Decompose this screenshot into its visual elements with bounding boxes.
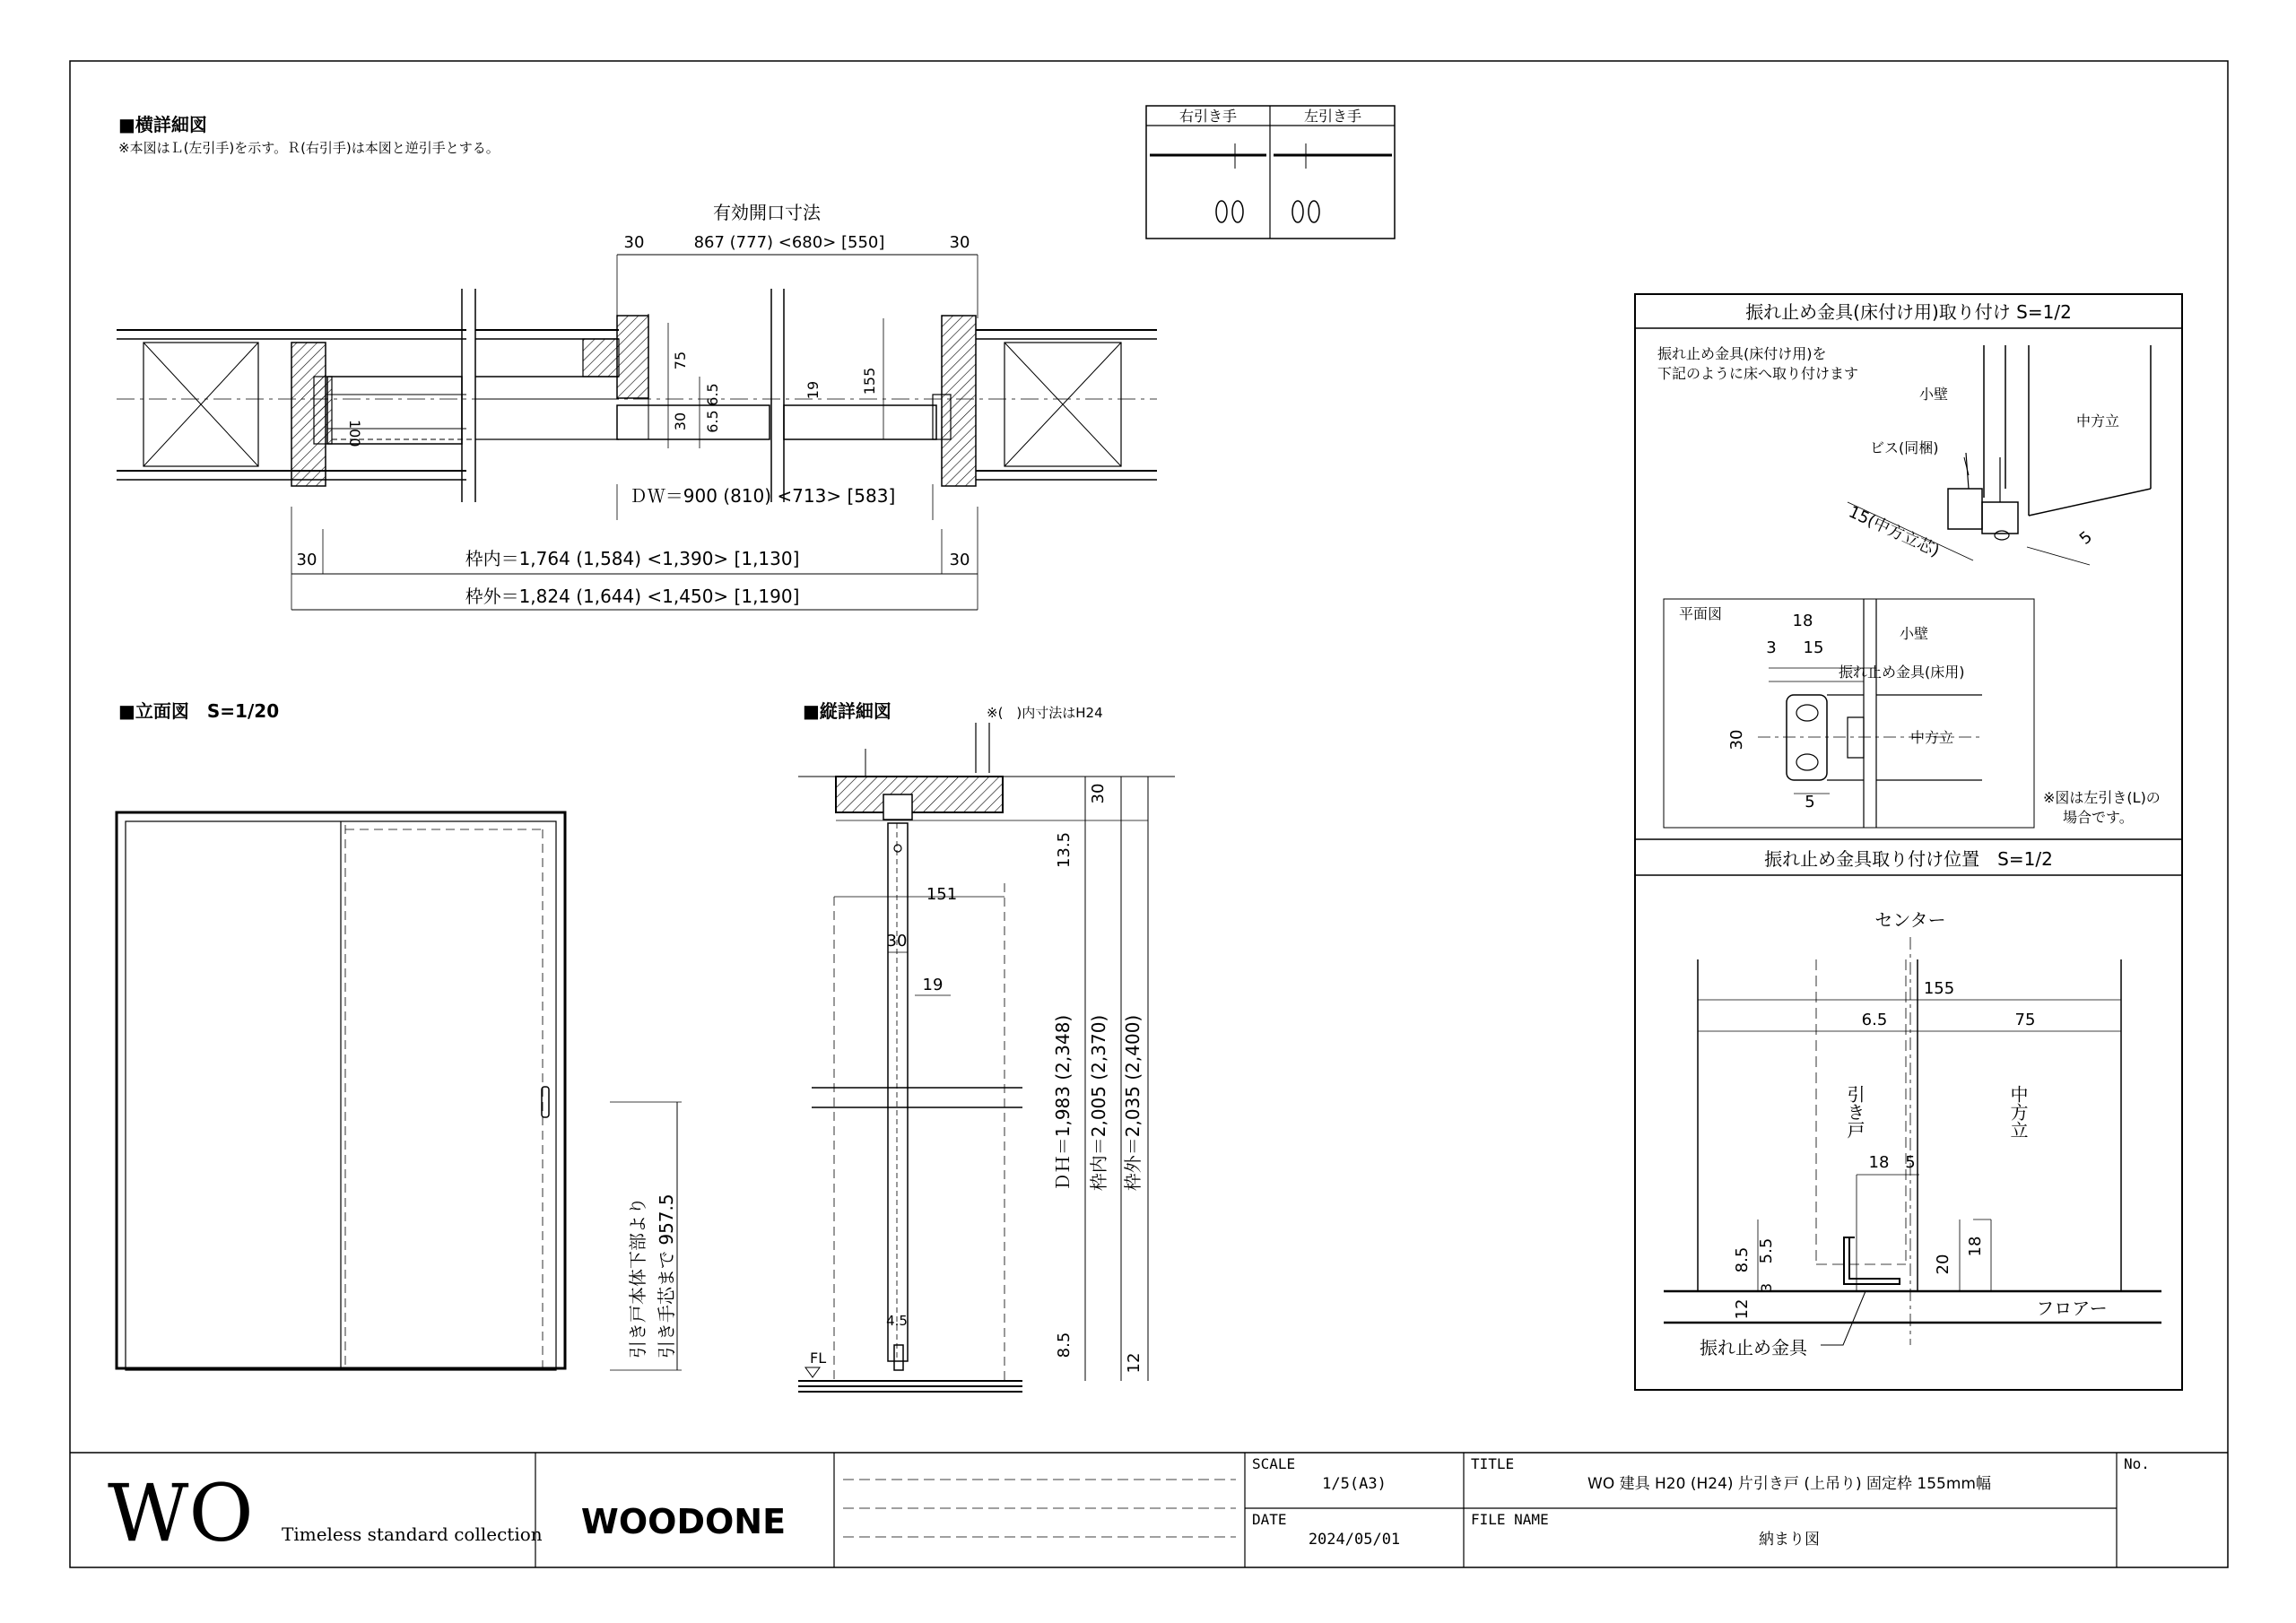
section-dim-151: 151: [926, 885, 958, 904]
plan-inset-5: 5: [1805, 793, 1815, 812]
screw-icon: [894, 845, 901, 852]
plan-inset-nakahodate: 中方立: [1910, 729, 1954, 746]
position-dim-18b: 18: [1966, 1236, 1985, 1257]
install-screw: ビス(同梱): [1870, 439, 1939, 456]
elevation-view: [117, 700, 682, 1370]
position-title: 振れ止め金具取り付け位置 S=1/2: [1764, 848, 2053, 870]
position-nakahodate: 中方立: [2007, 1085, 2029, 1139]
plan-dim-100: 100: [346, 420, 363, 447]
position-door-label: 引き戸: [1844, 1085, 1866, 1139]
section-dim-13-5: 13.5: [1055, 831, 1074, 869]
position-dim-155: 155: [1923, 979, 1955, 998]
plan-note: ※本図はＬ(左引手)を示す。Ｒ(右引手)は本図と逆引手とする。: [118, 140, 500, 156]
plan-detail: [117, 114, 1157, 610]
plan-dim-left-30: 30: [623, 233, 645, 252]
section-outer-label: 枠外＝2,035 (2,400): [1122, 1014, 1144, 1192]
date-value: 2024/05/01: [1308, 1531, 1401, 1549]
dw-label: ＤＷ＝900 (810) <713> [583]: [629, 485, 896, 507]
outer-width-label: 枠外＝1,824 (1,644) <1,450> [1,190]: [465, 586, 800, 607]
install-note-2: 下記のように床へ取り付けます: [1657, 365, 1859, 382]
position-dim-6-5: 6.5: [1861, 1011, 1888, 1029]
fitting-profile-icon: [1844, 1237, 1900, 1284]
file-value: 納まり図: [1759, 1531, 1820, 1549]
section-dim-19: 19: [922, 976, 944, 994]
dh-label: ＤＨ＝1,983 (2,348): [1052, 1014, 1074, 1192]
plan-inset-30: 30: [1727, 729, 1746, 751]
footprint-icon: [1216, 201, 1227, 222]
plan-dim-6-5b: 6.5: [704, 410, 721, 433]
opening-dims: 867 (777) <680> [550]: [693, 233, 885, 252]
title-value: WO 建具 H20 (H24) 片引き戸 (上吊り) 固定枠 155mm幅: [1587, 1475, 1991, 1493]
scale-value: 1/5(A3): [1322, 1475, 1387, 1493]
position-dim-12: 12: [1733, 1298, 1752, 1320]
floor-label: フロアー: [2036, 1298, 2108, 1319]
section-dim-30b: 30: [886, 932, 908, 950]
position-dim-3: 3: [1758, 1282, 1775, 1293]
plan-inset-title: 平面図: [1679, 605, 1723, 622]
handle-direction-table: [1146, 106, 1395, 239]
file-label: FILE NAME: [1471, 1511, 1549, 1528]
position-dim-75: 75: [2014, 1011, 2036, 1029]
plan-dim-75: 75: [672, 351, 689, 370]
plan-dim-19: 19: [804, 380, 822, 400]
section-dim-30: 30: [1089, 783, 1108, 804]
footprint-icon: [1232, 201, 1243, 222]
inner-left-30: 30: [296, 551, 317, 569]
fitting-label: 振れ止め金具: [1700, 1337, 1807, 1358]
position-center: センター: [1874, 909, 1946, 931]
section-note: ※( )内寸法はH24: [987, 705, 1103, 721]
plan-inset-note-1: ※図は左引き(L)の: [2043, 789, 2161, 806]
footprint-icon: [1292, 201, 1303, 222]
section-dim-8-5: 8.5: [1055, 1332, 1074, 1358]
inner-width-label: 枠内＝1,764 (1,584) <1,390> [1,130]: [465, 548, 800, 569]
fl-label: FL: [810, 1350, 827, 1367]
fitting-plan-icon: [1787, 695, 1827, 780]
position-dim-5: 5: [1905, 1153, 1916, 1172]
left-handle-header: 左引き手: [1303, 108, 1362, 125]
install-note-1: 振れ止め金具(床付け用)を: [1657, 345, 1827, 362]
elevation-title: ■立面図 S=1/20: [118, 700, 280, 722]
opening-label: 有効開口寸法: [713, 202, 821, 223]
section-dim-4-5: 4.5: [886, 1313, 908, 1329]
no-label: No.: [2124, 1455, 2150, 1472]
position-dim-8-5: 8.5: [1733, 1246, 1752, 1273]
plan-inset-15: 15: [1803, 638, 1824, 657]
wo-logo: WO: [108, 1467, 254, 1559]
section-inner-label: 枠内＝2,005 (2,370): [1088, 1014, 1109, 1192]
install-nakahodate: 中方立: [2076, 412, 2120, 430]
fitting-icon: [1948, 489, 1982, 529]
elevation-note-2: 引き手芯まで 957.5: [656, 1193, 677, 1358]
plan-dim-155: 155: [861, 367, 878, 395]
position-dim-18: 18: [1868, 1153, 1890, 1172]
plan-dim-6-5: 6.5: [704, 383, 721, 406]
position-dim-20: 20: [1934, 1254, 1952, 1275]
elevation-note-1: 引き戸本体下部より: [627, 1197, 648, 1358]
section-detail: [798, 700, 1175, 1392]
sheet-border: [70, 61, 2228, 1567]
section-title: ■縦詳細図: [803, 700, 891, 722]
title-block: [70, 1453, 2228, 1567]
install-title: 振れ止め金具(床付け用)取り付け S=1/2: [1745, 301, 2072, 323]
date-label: DATE: [1252, 1511, 1287, 1528]
position-dim-5-5: 5.5: [1757, 1237, 1776, 1264]
plan-inset-3: 3: [1766, 638, 1777, 657]
plan-dim-right-30: 30: [949, 233, 970, 252]
plan-dim-30b: 30: [672, 412, 689, 431]
right-handle-header: 右引き手: [1178, 108, 1238, 125]
plan-title: ■横詳細図: [118, 114, 207, 135]
plan-inset-kokabe: 小壁: [1900, 625, 1929, 642]
install-detail-panel: [1635, 294, 2182, 1390]
install-15: 15(中方立芯): [1845, 502, 1943, 561]
section-dim-12: 12: [1125, 1352, 1144, 1374]
title-label: TITLE: [1471, 1455, 1515, 1472]
scale-label: SCALE: [1252, 1455, 1296, 1472]
woodone-logo: WOODONE: [580, 1502, 787, 1541]
collection-name: Timeless standard collection: [282, 1523, 543, 1545]
plan-inset-note-2: 場合です。: [2063, 809, 2134, 826]
plan-inset-18: 18: [1792, 612, 1813, 630]
footprint-icon: [1309, 201, 1319, 222]
install-5: 5: [2075, 527, 2096, 549]
inner-right-30: 30: [949, 551, 970, 569]
plan-inset-fitting: 振れ止め金具(床用): [1839, 664, 1965, 681]
install-kokabe: 小壁: [1919, 386, 1949, 403]
